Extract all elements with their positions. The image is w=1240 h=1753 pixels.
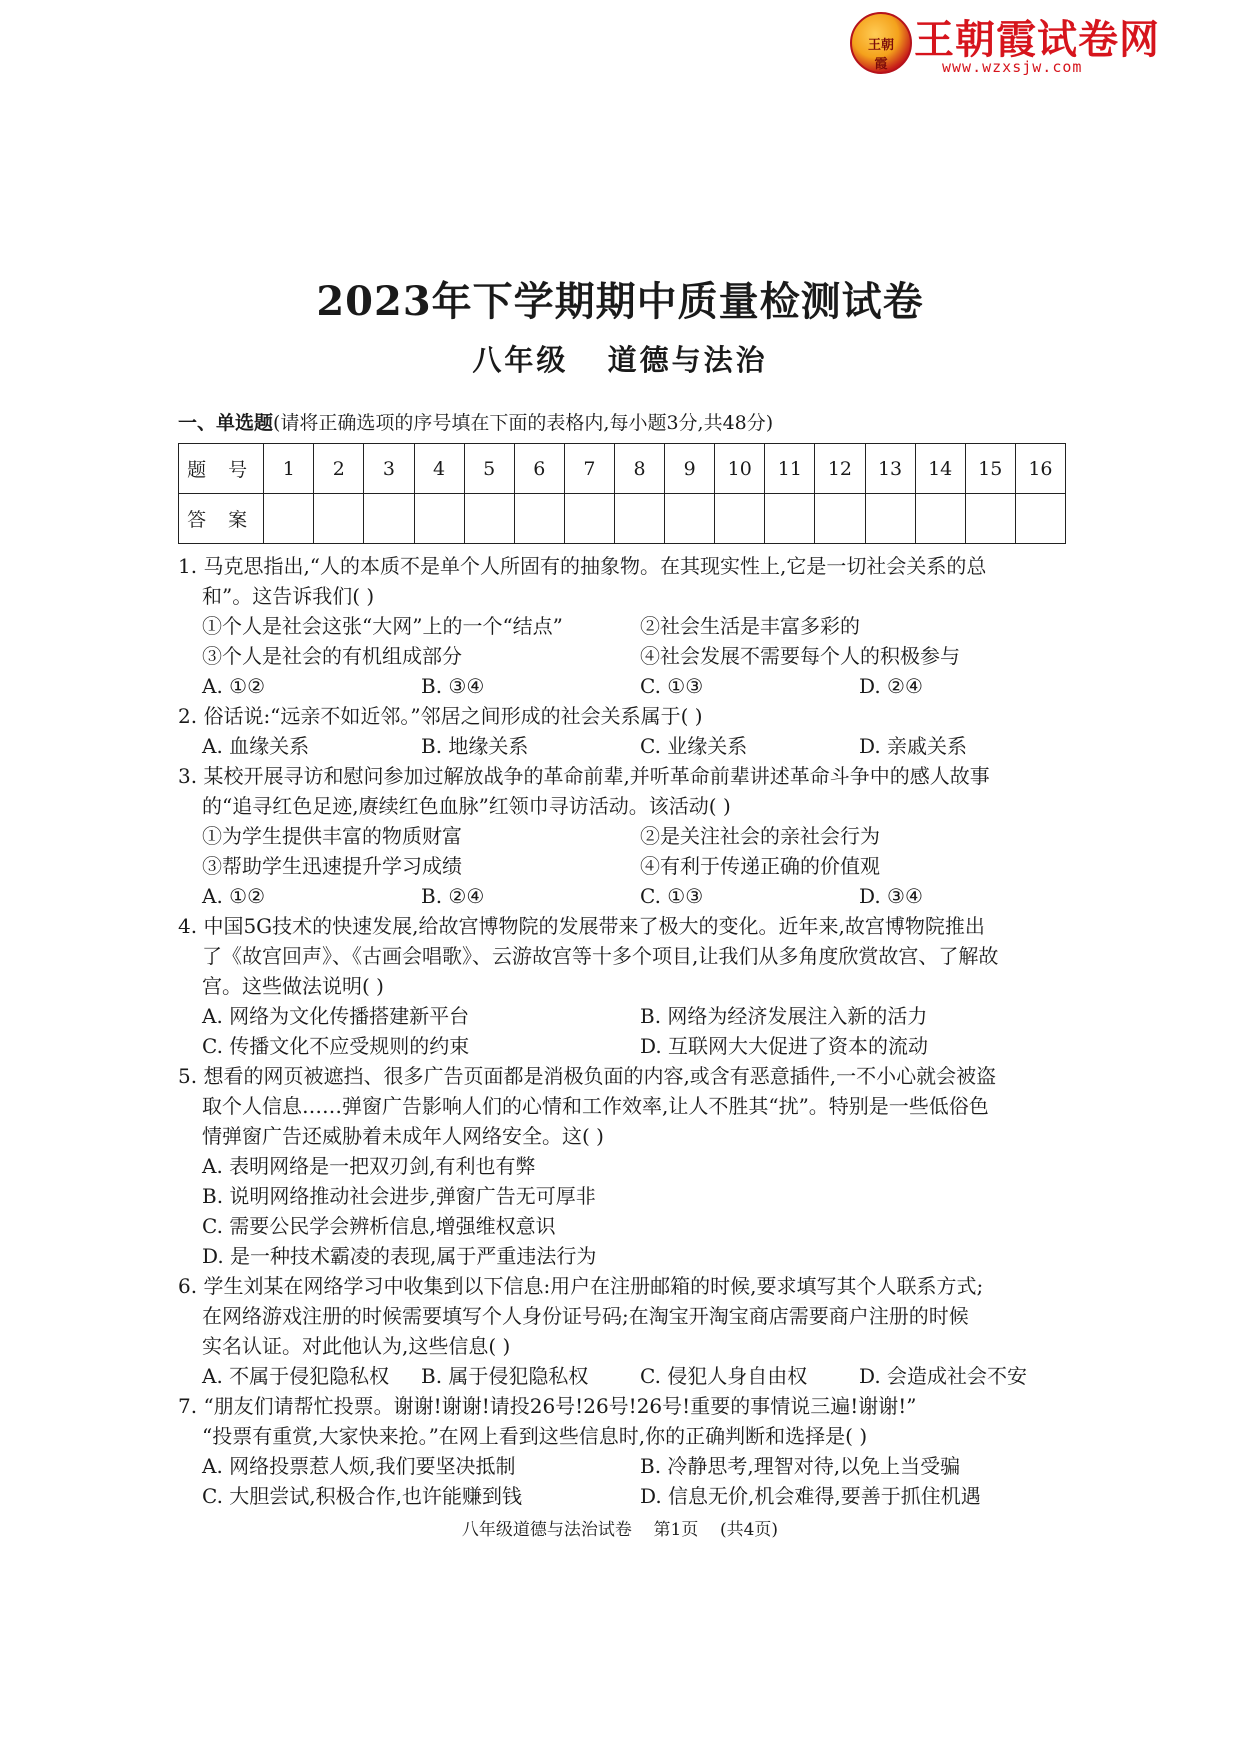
- question-stem-line: 4. 中国5G技术的快速发展,给故宫博物院的发展带来了极大的变化。近年来,故宫博物院推出: [178, 914, 985, 938]
- question-number-cell: 9: [665, 444, 715, 494]
- page-footer: 八年级道德与法治试卷 第1页 (共4页): [461, 1520, 779, 1540]
- question-stem-line: 7. “朋友们请帮忙投票。谢谢!谢谢!请投26号!26号!26号!重要的事情说三遍!谢谢!”: [178, 1394, 917, 1418]
- answer-option[interactable]: B. ②④: [421, 884, 485, 908]
- exam-subtitle: 八年级 道德与法治: [472, 343, 768, 377]
- answer-cell[interactable]: [665, 494, 715, 544]
- question-stem-line: 2. 俗话说:“远亲不如近邻。”邻居之间形成的社会关系属于( ): [178, 704, 703, 728]
- answer-cell[interactable]: [815, 494, 865, 544]
- question-4: [178, 911, 1078, 1061]
- question-number-cell: 7: [564, 444, 614, 494]
- seal-icon: [850, 12, 912, 74]
- answer-option[interactable]: A. ①②: [202, 674, 266, 698]
- statement-item: ④社会发展不需要每个人的积极参与: [640, 644, 960, 668]
- question-2: [178, 701, 1078, 761]
- answer-option[interactable]: C. 传播文化不应受规则的约束: [202, 1034, 470, 1058]
- answer-option[interactable]: D. ③④: [859, 884, 923, 908]
- question-stem-line: 在网络游戏注册的时候需要填写个人身份证号码;在淘宝开淘宝商店需要商户注册的时候: [202, 1304, 969, 1328]
- statement-item: ①个人是社会这张“大网”上的一个“结点”: [202, 614, 563, 638]
- question-3: [178, 761, 1078, 911]
- question-stem-line: 实名认证。对此他认为,这些信息( ): [202, 1334, 511, 1358]
- question-number-cell: 5: [464, 444, 514, 494]
- question-stem-line: 了《故宫回声》、《古画会唱歌》、云游故宫等十多个项目,让我们从多角度欣赏故宫、了解故: [202, 944, 999, 968]
- logo-url: www.wzxsjw.com: [942, 58, 1083, 76]
- question-stem-line: 宫。这些做法说明( ): [202, 974, 384, 998]
- answer-option[interactable]: B. 属于侵犯隐私权: [421, 1364, 589, 1388]
- question-number-cell: 10: [715, 444, 765, 494]
- answer-option[interactable]: A. 网络投票惹人烦,我们要坚决抵制: [202, 1454, 516, 1478]
- question-number-cell: 15: [965, 444, 1015, 494]
- question-number-row: [179, 444, 1066, 494]
- answer-option[interactable]: B. 网络为经济发展注入新的活力: [640, 1004, 928, 1028]
- question-number-cell: 1: [264, 444, 314, 494]
- answer-option[interactable]: D. ②④: [859, 674, 923, 698]
- answer-cell[interactable]: [364, 494, 414, 544]
- answer-cell[interactable]: [1015, 494, 1065, 544]
- answer-option[interactable]: B. 说明网络推动社会进步,弹窗广告无可厚非: [202, 1184, 596, 1208]
- answer-option[interactable]: C. 侵犯人身自由权: [640, 1364, 808, 1388]
- statement-item: ③个人是社会的有机组成部分: [202, 644, 462, 668]
- answer-cell[interactable]: [264, 494, 314, 544]
- answer-option[interactable]: A. 血缘关系: [202, 734, 310, 758]
- question-stem-line: 情弹窗广告还威胁着未成年人网络安全。这( ): [202, 1124, 604, 1148]
- answer-cell[interactable]: [965, 494, 1015, 544]
- answer-option[interactable]: B. ③④: [421, 674, 485, 698]
- question-number-cell: 4: [414, 444, 464, 494]
- answer-cell[interactable]: [314, 494, 364, 544]
- answer-option[interactable]: C. 业缘关系: [640, 734, 748, 758]
- answer-option[interactable]: A. 不属于侵犯隐私权: [202, 1364, 390, 1388]
- answer-cell[interactable]: [865, 494, 915, 544]
- answer-option[interactable]: C. 需要公民学会辨析信息,增强维权意识: [202, 1214, 556, 1238]
- question-6: [178, 1271, 1078, 1391]
- statement-item: ③帮助学生迅速提升学习成绩: [202, 854, 462, 878]
- statement-item: ②是关注社会的亲社会行为: [640, 824, 880, 848]
- answer-cell[interactable]: [514, 494, 564, 544]
- answer-option[interactable]: A. 网络为文化传播搭建新平台: [202, 1004, 470, 1028]
- question-number-cell: 2: [314, 444, 364, 494]
- answer-option[interactable]: D. 互联网大大促进了资本的流动: [640, 1034, 929, 1058]
- seal-text: 王朝霞: [867, 38, 894, 72]
- answer-option[interactable]: D. 会造成社会不安: [859, 1364, 1028, 1388]
- row-label-answer: 答 案: [179, 494, 264, 544]
- answer-option[interactable]: C. 大胆尝试,积极合作,也许能赚到钱: [202, 1484, 523, 1508]
- section-heading: [178, 408, 773, 435]
- answer-option[interactable]: B. 冷静思考,理智对待,以免上当受骗: [640, 1454, 961, 1478]
- question-stem-line: 3. 某校开展寻访和慰问参加过解放战争的革命前辈,并听革命前辈讲述革命斗争中的感人故事: [178, 764, 990, 788]
- question-1: [178, 551, 1078, 701]
- answer-option[interactable]: C. ①③: [640, 674, 704, 698]
- answer-cell[interactable]: [414, 494, 464, 544]
- question-7: [178, 1391, 1078, 1511]
- question-number-cell: 8: [614, 444, 664, 494]
- question-number-cell: 6: [514, 444, 564, 494]
- question-stem-line: 1. 马克思指出,“人的本质不是单个人所固有的抽象物。在其现实性上,它是一切社会关系的总: [178, 554, 987, 578]
- question-number-cell: 16: [1015, 444, 1065, 494]
- answer-cell[interactable]: [564, 494, 614, 544]
- answer-option[interactable]: C. ①③: [640, 884, 704, 908]
- section-instruction: (请将正确选项的序号填在下面的表格内,每小题3分,共48分): [273, 412, 774, 434]
- answer-option[interactable]: D. 是一种技术霸凌的表现,属于严重违法行为: [202, 1244, 597, 1268]
- question-stem-line: “投票有重赏,大家快来抢。”在网上看到这些信息时,你的正确判断和选择是( ): [202, 1424, 868, 1448]
- question-number-cell: 3: [364, 444, 414, 494]
- answer-option[interactable]: D. 亲戚关系: [859, 734, 968, 758]
- answer-cell[interactable]: [915, 494, 965, 544]
- question-number-cell: 14: [915, 444, 965, 494]
- answer-cell[interactable]: [614, 494, 664, 544]
- answer-table: [178, 443, 1066, 544]
- statement-item: ②社会生活是丰富多彩的: [640, 614, 860, 638]
- answer-option[interactable]: D. 信息无价,机会难得,要善于抓住机遇: [640, 1484, 981, 1508]
- answer-option[interactable]: A. 表明网络是一把双刃剑,有利也有弊: [202, 1154, 536, 1178]
- answer-option[interactable]: A. ①②: [202, 884, 266, 908]
- answer-cell[interactable]: [715, 494, 765, 544]
- statement-item: ①为学生提供丰富的物质财富: [202, 824, 462, 848]
- site-logo: [850, 6, 1220, 78]
- question-stem-line: 的“追寻红色足迹,赓续红色血脉”红领巾寻访活动。该活动( ): [202, 794, 731, 818]
- answer-cell[interactable]: [765, 494, 815, 544]
- question-number-cell: 12: [815, 444, 865, 494]
- question-stem-line: 和”。这告诉我们( ): [202, 584, 375, 608]
- section-title: 一、单选题: [178, 412, 274, 434]
- question-5: [178, 1061, 1078, 1271]
- question-stem-line: 6. 学生刘某在网络学习中收集到以下信息:用户在注册邮箱的时候,要求填写其个人联系方式;: [178, 1274, 984, 1298]
- answer-row: [179, 494, 1066, 544]
- logo-name: 王朝霞试卷网: [914, 17, 1160, 63]
- question-number-cell: 11: [765, 444, 815, 494]
- question-stem-line: 5. 想看的网页被遮挡、很多广告页面都是消极负面的内容,或含有恶意插件,一不小心就会被盗: [178, 1064, 997, 1088]
- statement-item: ④有利于传递正确的价值观: [640, 854, 880, 878]
- answer-cell[interactable]: [464, 494, 514, 544]
- question-stem-line: 取个人信息……弹窗广告影响人们的心情和工作效率,让人不胜其“扰”。特别是一些低俗色: [202, 1094, 989, 1118]
- row-label-number: 题 号: [179, 444, 264, 494]
- exam-title: 2023年下学期期中质量检测试卷: [316, 278, 924, 325]
- question-number-cell: 13: [865, 444, 915, 494]
- answer-option[interactable]: B. 地缘关系: [421, 734, 529, 758]
